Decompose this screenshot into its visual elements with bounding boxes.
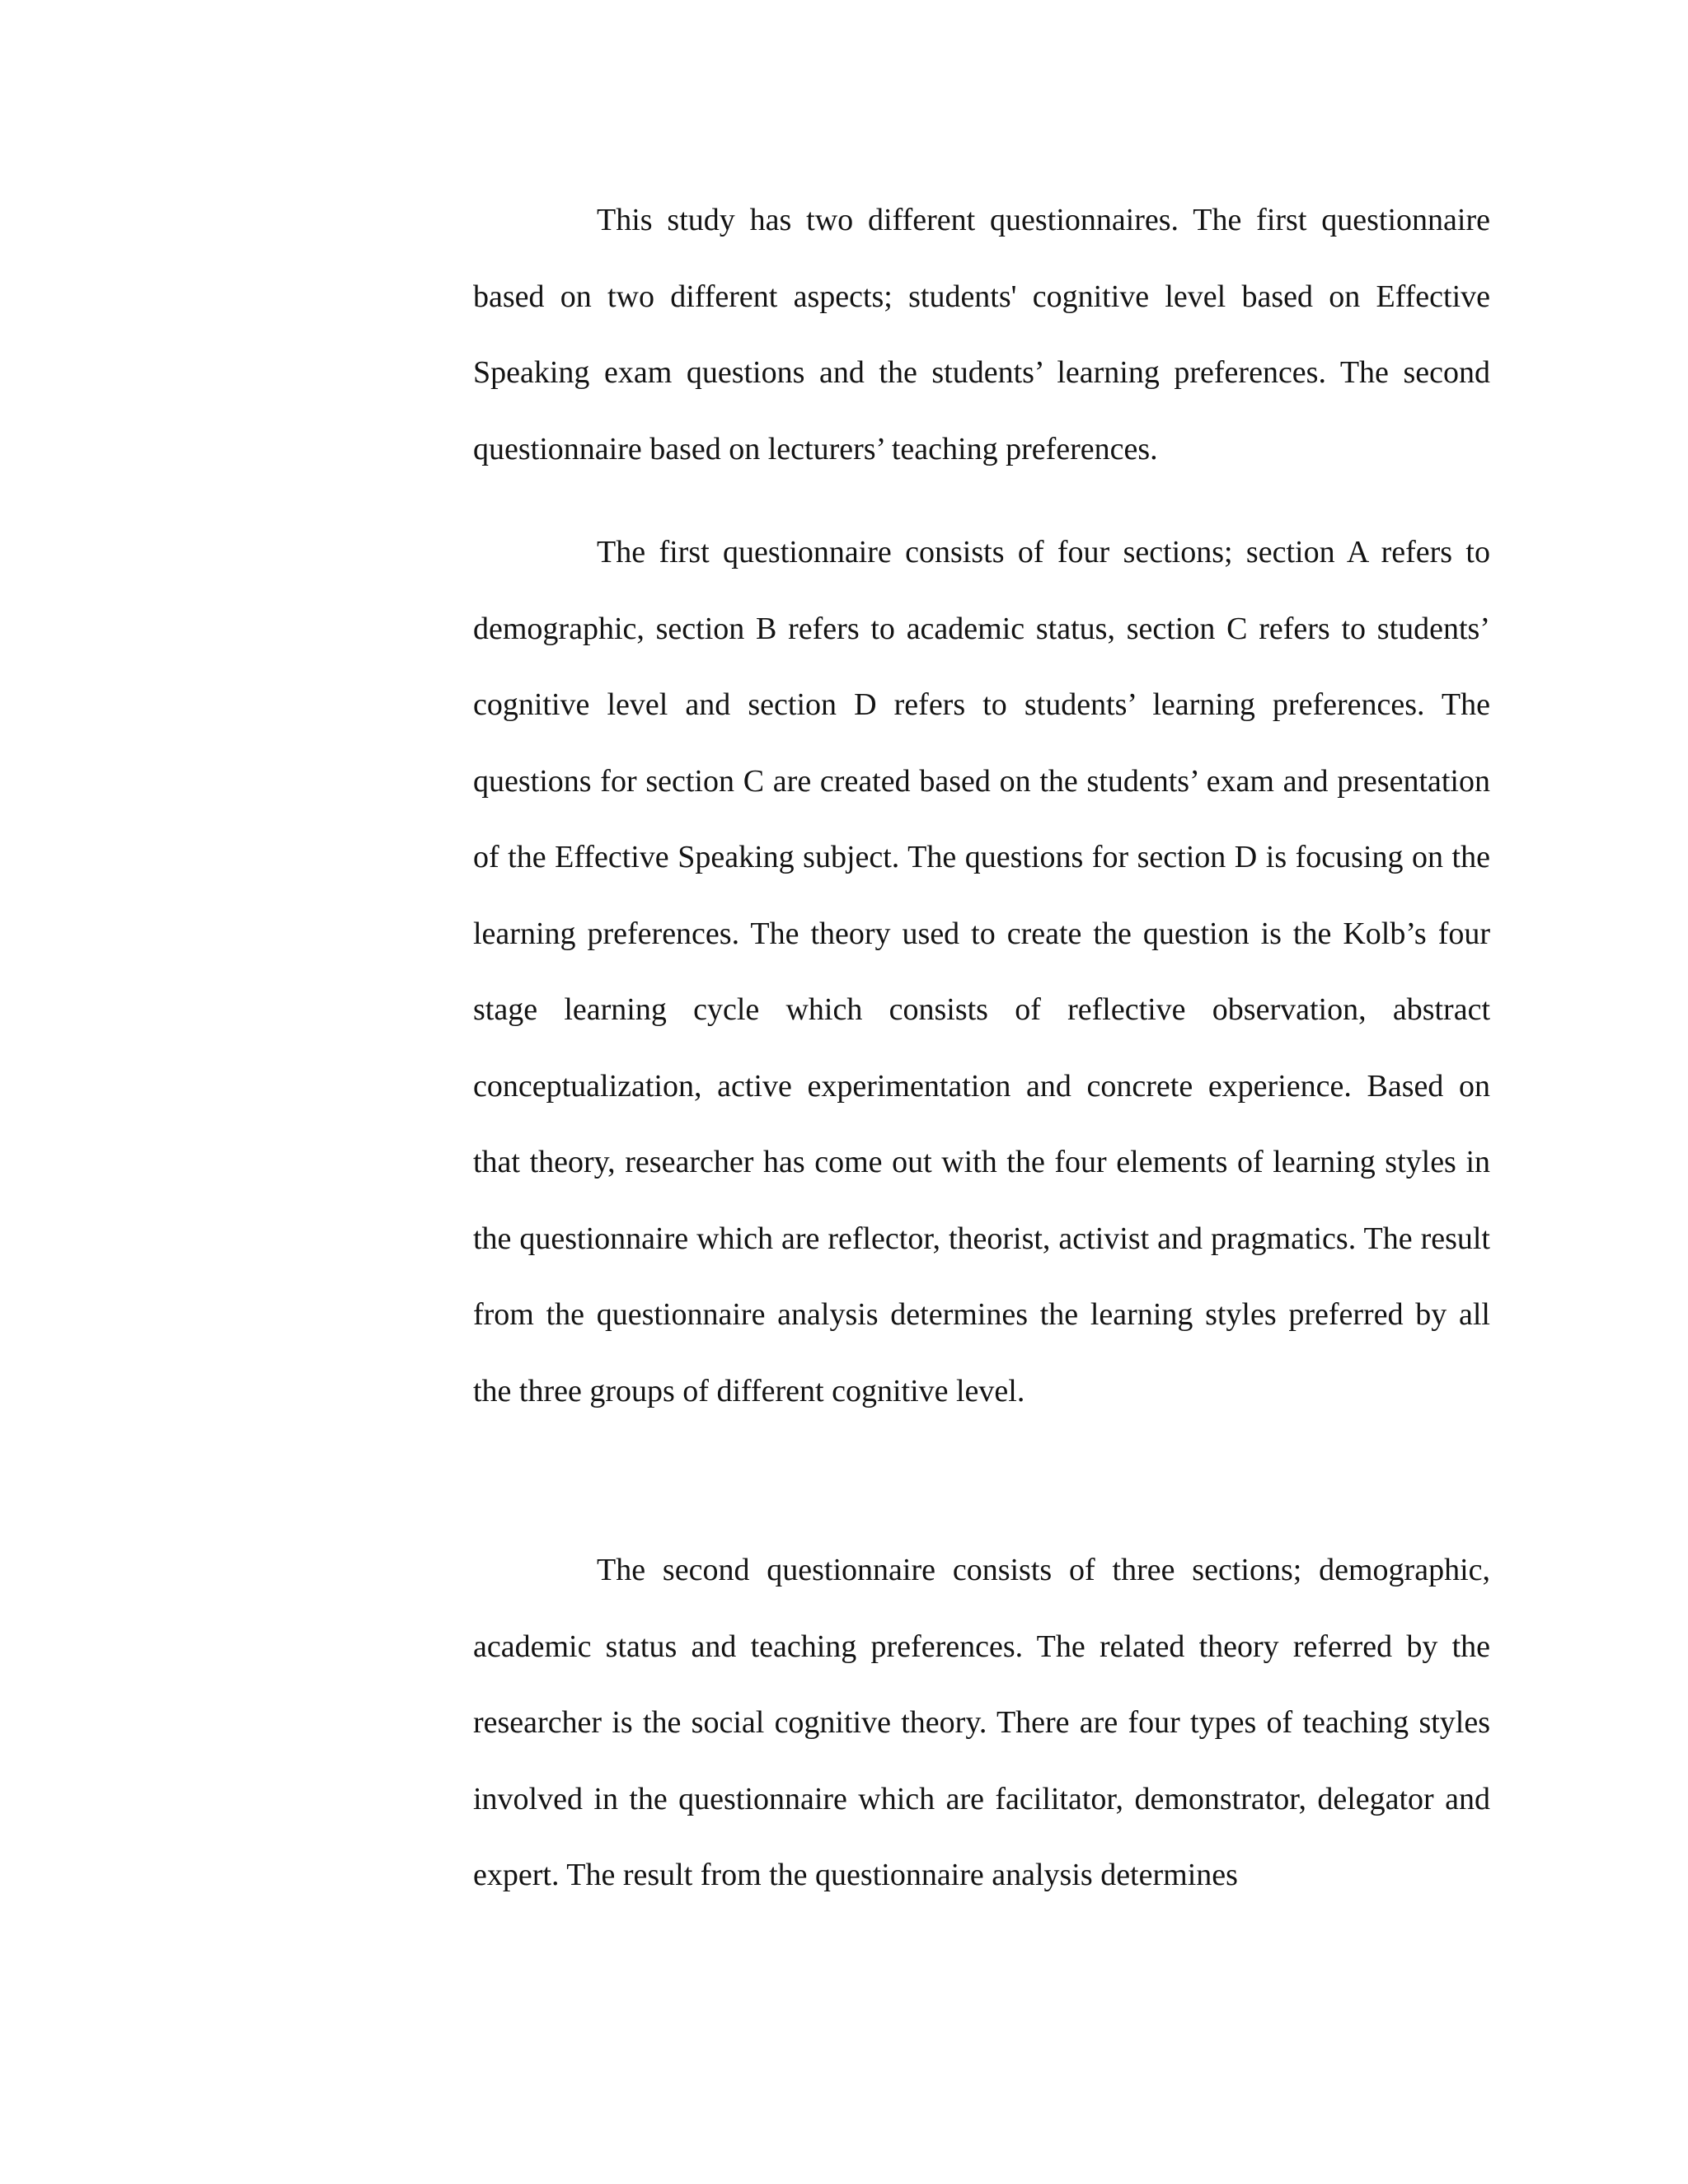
paragraph-questionnaires-overview: This study has two different questionnaires. The first questionnaire based on two different aspects; students' cognitive level based on Effective Speaking exam questions and the students’ learning preferences. The second questionnaire based on lecturers’ teaching preferences. xyxy=(473,203,1490,466)
paragraph-second-questionnaire: The second questionnaire consists of three sections; demographic, academic status and teaching preferences. The related theory referred by the researcher is the social cognitive theory. There are four types of teaching styles involved in the questionnaire which are facilitator, demonstrator, delegator and expert. The result from the questionnaire analysis determines xyxy=(473,1553,1490,1892)
paragraph-first-questionnaire: The first questionnaire consists of four sections; section A refers to demographic, section B refers to academic status, section C refers to students’ cognitive level and section D refers to students’ learning preferences. The questions for section C are created based on the students’ exam and presentation of the Effective Speaking subject. The questions for section D is focusing on the learning preferences. The theory used to create the question is the Kolb’s four stage learning cycle which consists of reflective observation, abstract conceptualization, active experimentation and concrete experience. Based on that theory, researcher has come out with the four elements of learning styles in the questionnaire which are reflector, theorist, activist and pragmatics. The result from the questionnaire analysis determines the learning styles preferred by all the three groups of different cognitive level. xyxy=(473,535,1490,1408)
